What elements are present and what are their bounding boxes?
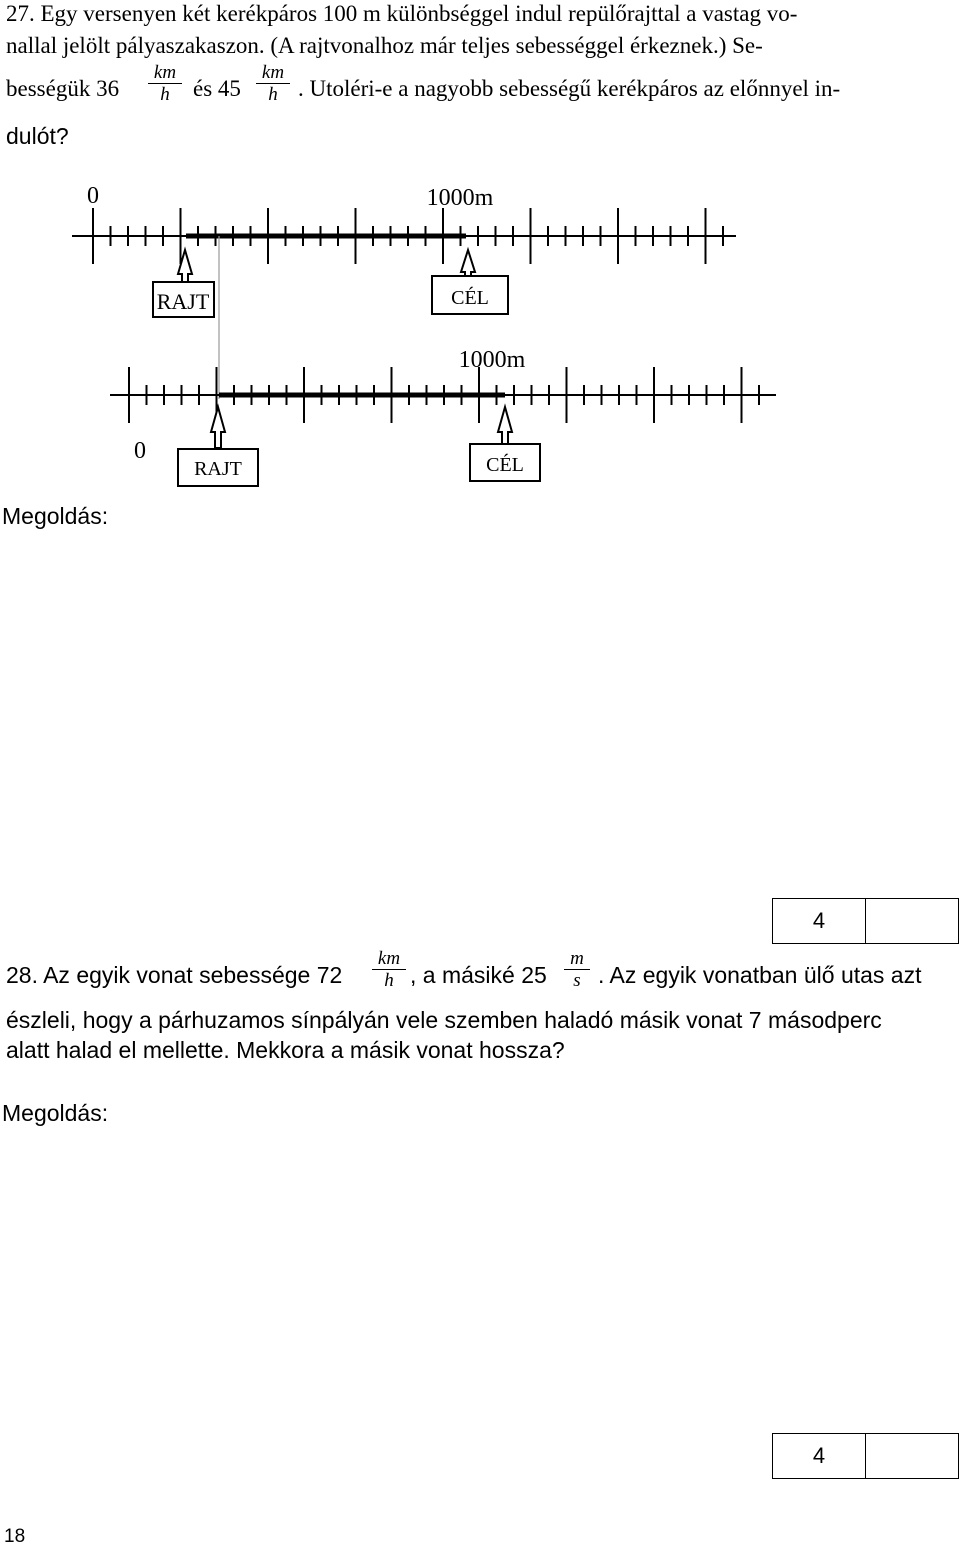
unit-fraction-ms: $\frac{m}{s}$ <box>564 949 590 992</box>
top-cel-arrow <box>461 250 475 278</box>
problem-28-line-1b: , a másiké 25 <box>410 962 547 988</box>
page-number: 18 <box>4 1526 26 1547</box>
bottom-1000m-label: 1000m <box>458 347 526 373</box>
bottom-zero-label: 0 <box>134 438 146 464</box>
unit-fraction-kmh-3: $\frac{km}{h}$ <box>372 949 406 992</box>
score-value: 4 <box>773 899 866 943</box>
top-ruler <box>72 208 736 264</box>
problem-27-line-3b: és 45 <box>193 76 241 101</box>
bottom-ruler <box>110 367 776 423</box>
problem-27-line-2: nallal jelölt pályaszakaszon. (A rajtvonalhoz már teljes sebességgel érkeznek.) Se- <box>6 33 763 58</box>
problem-28-line-1c: . Az egyik vonatban ülő utas azt <box>598 962 922 988</box>
score-box-27 <box>772 898 959 944</box>
score-box-28 <box>772 1433 959 1479</box>
top-cel-label: CÉL <box>451 287 489 309</box>
score-empty-cell[interactable] <box>866 899 958 943</box>
top-zero-label: 0 <box>87 183 99 209</box>
problem-28-line-3: alatt halad el mellette. Mekkora a másik vonat hossza? <box>6 1037 565 1063</box>
problem-27-solution-label: Megoldás: <box>2 503 109 529</box>
bottom-cel-arrow <box>498 407 512 445</box>
unit-fraction-kmh-2: $\frac{km}{h}$ <box>256 63 290 106</box>
bottom-rajt-label: RAJT <box>194 458 242 480</box>
problem-28-line-1a: 28. Az egyik vonat sebessége 72 <box>6 962 343 988</box>
bottom-cel-label: CÉL <box>486 454 524 476</box>
unit-fraction-kmh-1: $\frac{km}{h}$ <box>148 63 182 106</box>
problem-27-line-3c: . Utoléri-e a nagyobb sebességű kerékpáros az előnnyel in- <box>298 76 841 101</box>
score-value: 4 <box>773 1434 866 1478</box>
top-rajt-label: RAJT <box>156 289 210 314</box>
problem-27-line-4: dulót? <box>6 123 69 149</box>
problem-28-solution-label: Megoldás: <box>2 1100 109 1126</box>
bottom-rajt-arrow <box>211 407 225 448</box>
track-diagram <box>0 170 960 500</box>
score-empty-cell[interactable] <box>866 1434 958 1478</box>
problem-28-line-2: észleli, hogy a párhuzamos sínpályán vele szemben haladó másik vonat 7 másodperc <box>6 1007 882 1033</box>
problem-27-line-3a: bességük 36 <box>6 76 120 101</box>
top-1000m-label: 1000m <box>426 185 494 211</box>
problem-27-line-1: 27. Egy versenyen két kerékpáros 100 m különbséggel indul repülőrajttal a vastag vo- <box>6 1 798 26</box>
